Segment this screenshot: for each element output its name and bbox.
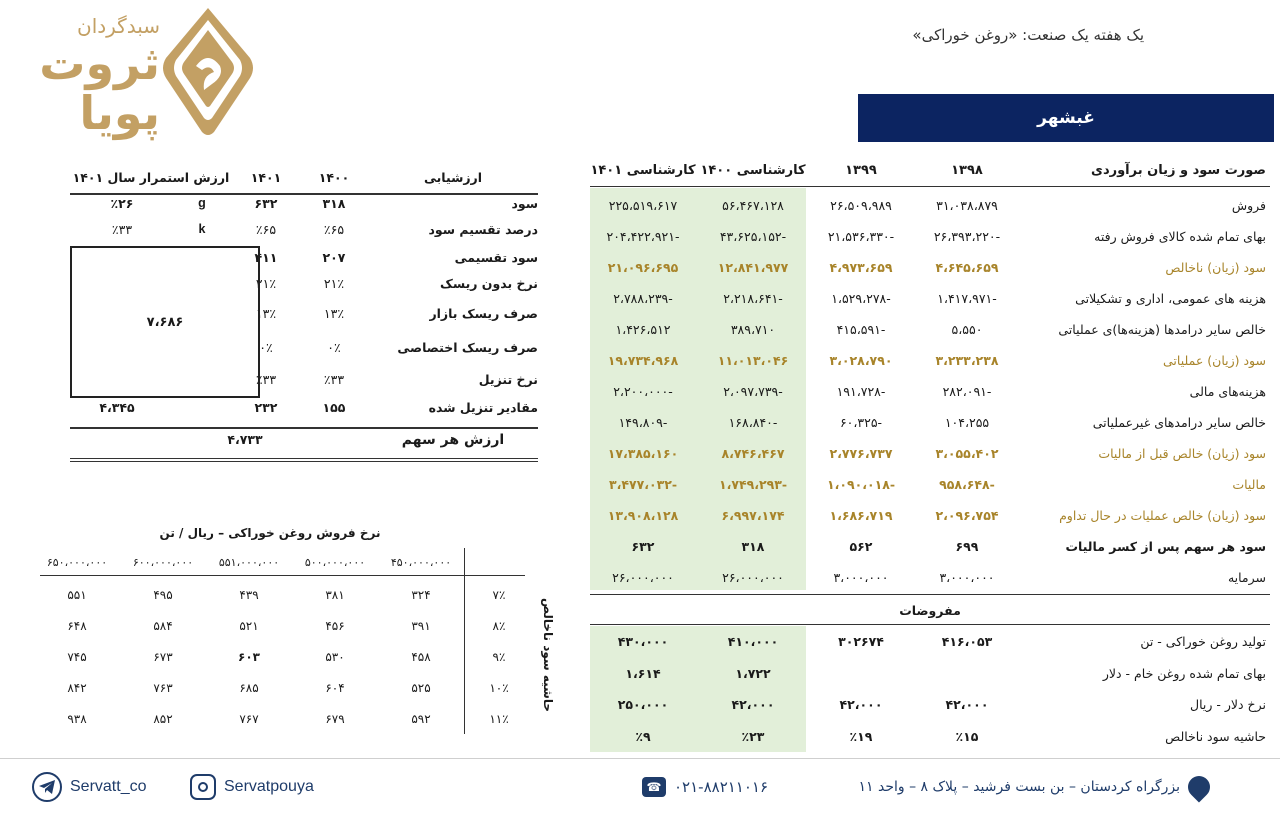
share-value: ۴،۷۳۳ — [227, 432, 263, 447]
income-row — [590, 283, 1270, 314]
valuation-row — [70, 222, 538, 246]
sensitivity-cell: ۴۵۶ — [325, 619, 345, 633]
income-row-label: هزینه های عمومی، اداری و تشکیلاتی — [1075, 291, 1266, 306]
valuation-header-divider — [70, 193, 538, 195]
sensitivity-cell: ۵۸۴ — [153, 619, 173, 633]
valuation-y1401: ۰٪ — [259, 340, 273, 355]
valuation-y1401: ٪۳۳ — [255, 372, 277, 387]
week-industry-title: یک هفته یک صنعت: «روغن خوراکی» — [912, 26, 1144, 44]
sensitivity-price-header: ۶۵۰،۰۰۰،۰۰۰ — [46, 556, 108, 569]
valuation-y1401: ۱۳٪ — [255, 306, 277, 321]
income-row — [590, 469, 1270, 500]
income-cell: ۶،۹۹۷،۱۷۴ — [721, 508, 785, 523]
sensitivity-rate: ۸٪ — [492, 619, 506, 633]
sensitivity-rate: ۱۰٪ — [489, 681, 509, 695]
sensitivity-cell: ۸۴۲ — [67, 681, 87, 695]
telegram-icon — [32, 772, 62, 802]
sensitivity-cell: ۵۳۰ — [325, 650, 345, 664]
assumption-label: تولید روغن خوراکی - تن — [1140, 634, 1266, 649]
sensitivity-cell: ۶۰۳ — [238, 650, 260, 664]
dcf-value: ۷،۶۸۶ — [146, 314, 184, 330]
valuation-y1400: ۰٪ — [327, 340, 341, 355]
valuation-y1401: ۶۳۲ — [254, 196, 278, 211]
sensitivity-cell: ۴۵۸ — [411, 650, 431, 664]
valuation-y1401: ۲۳۲ — [254, 400, 278, 415]
income-row-label: خالص سایر درامدهای غیرعملیاتی — [1092, 415, 1266, 430]
income-row-label: سود هر سهم پس از کسر مالیات — [1065, 539, 1266, 554]
income-cell: ۳۱،۰۳۸،۸۷۹ — [936, 198, 998, 213]
assumption-label: بهای تمام شده روغن خام - دلار — [1102, 665, 1266, 681]
sensitivity-cell: ۵۲۱ — [239, 619, 259, 633]
income-cell: -۹۵۸،۶۴۸ — [939, 477, 995, 492]
income-cell: -۱۴۹،۸۰۹ — [618, 415, 668, 430]
logo-subtitle: سبدگردان — [77, 14, 160, 38]
address — [858, 770, 1210, 804]
sensitivity-price-header: ۶۰۰،۰۰۰،۰۰۰ — [132, 556, 194, 569]
income-cell: ۲،۰۹۶،۷۵۴ — [935, 508, 999, 523]
sensitivity-cell: ۶۸۵ — [239, 681, 259, 695]
income-cell: -۲،۲۱۸،۶۴۱ — [723, 291, 783, 306]
income-cell: -۱۹۱،۷۲۸ — [836, 384, 886, 399]
income-row-label: سود (زیان) خالص عملیات در حال تداوم — [1059, 508, 1266, 523]
phone-link[interactable] — [642, 770, 768, 804]
address-text: بزرگراه کردستان – بن بست فرشید – پلاک ۸ – واحد ۱۱ — [858, 779, 1180, 795]
income-cell: -۲،۰۹۷،۷۳۹ — [723, 384, 783, 399]
sensitivity-rate: ۷٪ — [492, 588, 506, 602]
income-cell: -۲۰۴،۴۲۲،۹۲۱ — [606, 229, 680, 244]
income-cell: ۶۹۹ — [955, 539, 979, 554]
income-row — [590, 407, 1270, 438]
company-logo — [10, 6, 260, 146]
assumption-cell: ۴۳۰،۰۰۰ — [617, 634, 669, 649]
valuation-label: مقادیر تنزیل شده — [428, 400, 538, 415]
sensitivity-cell: ۵۲۵ — [411, 681, 431, 695]
income-cell: -۳،۴۷۷،۰۳۲ — [608, 477, 678, 492]
valuation-key: g — [198, 196, 206, 210]
assumption-cell: ۳۰۲۶۷۴ — [838, 634, 884, 649]
valuation-y1401: ۴۱۱ — [254, 250, 278, 265]
sensitivity-cell: ۷۶۷ — [239, 712, 259, 726]
income-cell: ۲۱،۰۹۶،۶۹۵ — [607, 260, 679, 275]
valuation-header-row — [70, 170, 538, 194]
sensitivity-header-divider — [40, 575, 525, 576]
footer-divider — [0, 758, 1280, 759]
income-cell: ۱،۶۸۶،۷۱۹ — [829, 508, 893, 523]
income-row-label: سود (زیان) خالص قبل از مالیات — [1098, 446, 1266, 461]
assumption-cell: ۴۱۶،۰۵۳ — [941, 634, 993, 649]
assumption-cell: ۴۲،۰۰۰ — [945, 697, 989, 712]
income-cell: ۳،۰۵۵،۴۰۲ — [935, 446, 999, 461]
income-col-1400: کارشناسی ۱۴۰۰ — [700, 162, 806, 178]
sensitivity-cell: ۶۷۹ — [325, 712, 345, 726]
income-cell: ۳،۲۳۳،۲۳۸ — [935, 353, 999, 368]
income-cell: ۵۶،۴۶۷،۱۲۸ — [722, 198, 784, 213]
assumption-row — [590, 658, 1270, 689]
valuation-pct: ٪۲۶ — [110, 196, 134, 211]
sensitivity-cell: ۴۳۹ — [239, 588, 259, 602]
assumptions-title-divider — [590, 624, 1270, 625]
sensitivity-row-label — [537, 580, 559, 730]
sensitivity-rate: ۹٪ — [492, 650, 506, 664]
income-col-1398: ۱۳۹۸ — [951, 162, 983, 178]
valuation-bottom-line-1 — [70, 458, 538, 459]
income-cell: -۴۳،۶۲۵،۱۵۲ — [719, 229, 787, 244]
valuation-bottom-line-2 — [70, 461, 538, 462]
income-row-label: مالیات — [1232, 477, 1266, 492]
income-cell: ۱۷،۳۸۵،۱۶۰ — [607, 446, 679, 461]
income-row — [590, 314, 1270, 345]
sensitivity-cell: ۳۹۱ — [411, 619, 431, 633]
income-row — [590, 531, 1270, 562]
valuation-pct: ٪۳۳ — [111, 222, 133, 237]
income-cell: ۲،۷۷۶،۷۳۷ — [829, 446, 893, 461]
sensitivity-rate-divider — [464, 548, 465, 734]
instagram-link[interactable] — [190, 770, 314, 804]
valuation-label: سود — [511, 196, 538, 211]
phone-number: ۰۲۱-۸۸۲۱۱۰۱۶ — [674, 778, 769, 796]
income-cell: -۱،۷۴۹،۲۹۳ — [718, 477, 788, 492]
income-row — [590, 562, 1270, 593]
sensitivity-price-header: ۴۵۰،۰۰۰،۰۰۰ — [390, 556, 452, 569]
assumptions-title: مفروضات — [899, 602, 961, 618]
income-header-row — [590, 158, 1270, 182]
income-cell: ۳،۰۲۸،۷۹۰ — [829, 353, 893, 368]
income-cell: ۳۱۸ — [741, 539, 765, 554]
assumption-row — [590, 626, 1270, 657]
valuation-label: درصد تقسیم سود — [428, 222, 538, 237]
income-row — [590, 438, 1270, 469]
sensitivity-row-label-text: حاشیه سود ناخالص — [541, 597, 555, 713]
income-cell: ۸،۷۴۶،۴۶۷ — [721, 446, 785, 461]
income-row-label: بهای تمام شده کالای فروش رفته — [1094, 229, 1266, 244]
income-cell: ۱۳،۹۰۸،۱۲۸ — [607, 508, 679, 523]
valuation-y1400: ۱۳٪ — [323, 306, 345, 321]
valuation-key: k — [198, 222, 206, 236]
sensitivity-cell: ۸۵۲ — [153, 712, 173, 726]
income-cell: ۴،۶۴۵،۶۵۹ — [935, 260, 999, 275]
income-row-label: هزینه‌های مالی — [1189, 384, 1266, 399]
valuation-label: صرف ریسک بازار — [429, 306, 538, 321]
sensitivity-cell: ۷۶۳ — [153, 681, 173, 695]
income-cell: ۴،۹۷۳،۶۵۹ — [829, 260, 893, 275]
sensitivity-price-header: ۵۰۰،۰۰۰،۰۰۰ — [304, 556, 366, 569]
valuation-y1400: ۲۱٪ — [323, 276, 345, 291]
assumption-label: نرخ دلار - ریال — [1189, 697, 1266, 712]
income-cell: ۱۹،۷۳۴،۹۶۸ — [607, 353, 679, 368]
valuation-col-label: ارزشیابی — [423, 170, 483, 185]
instagram-icon — [190, 774, 216, 800]
income-cell: -۱،۰۹۰،۰۱۸ — [826, 477, 896, 492]
valuation-y1400: ۲۰۷ — [322, 250, 346, 265]
valuation-total-divider — [70, 427, 538, 429]
income-cell: ۱۱،۰۱۳،۰۴۶ — [717, 353, 789, 368]
sensitivity-cell: ۳۲۴ — [411, 588, 431, 602]
logo-title: ثروت پویا — [39, 36, 160, 140]
sensitivity-cell: ۵۵۱ — [67, 588, 87, 602]
valuation-y1400: ٪۳۳ — [323, 372, 345, 387]
valuation-col-1401: ۱۴۰۱ — [250, 170, 282, 185]
income-cell: ۵۶۲ — [849, 539, 873, 554]
income-row-label: فروش — [1231, 198, 1266, 213]
valuation-label: نرخ تنزیل — [478, 372, 538, 387]
logo-mark-icon — [158, 6, 258, 138]
income-cell: ۲۶،۰۰۰،۰۰۰ — [612, 570, 674, 585]
income-cell: -۶۰،۳۲۵ — [839, 415, 883, 430]
assumption-cell: ۴۲،۰۰۰ — [731, 697, 775, 712]
location-icon — [1183, 771, 1214, 802]
income-cell: ۱۲،۸۴۱،۹۷۷ — [717, 260, 789, 275]
valuation-y1400: ۳۱۸ — [322, 196, 346, 211]
income-row-label: سرمایه — [1227, 570, 1266, 585]
assumption-cell: ٪۲۳ — [741, 728, 765, 744]
assumption-cell: ۱،۷۲۲ — [735, 665, 771, 681]
income-row — [590, 376, 1270, 407]
assumption-cell: ٪۱۹ — [849, 728, 873, 744]
valuation-col-perpetual: ارزش استمرار سال ۱۴۰۱ — [72, 170, 230, 185]
valuation-label: صرف ریسک اختصاصی — [397, 340, 538, 355]
assumption-label: حاشیه سود ناخالص — [1165, 728, 1266, 744]
dcf-value-box — [70, 246, 260, 398]
income-row-label: خالص سایر درامدها (هزینه‌ها)ی عملیاتی — [1058, 322, 1266, 337]
sensitivity-title: نرخ فروش روغن خوراکی – ریال / تن — [159, 526, 381, 540]
assumption-cell: ۱،۶۱۴ — [625, 665, 661, 681]
income-cell: -۱،۵۲۹،۲۷۸ — [831, 291, 891, 306]
income-cell: ۲۶،۵۰۹،۹۸۹ — [830, 198, 892, 213]
income-cell: -۴۱۵،۵۹۱ — [836, 322, 886, 337]
income-col-1401: کارشناسی ۱۴۰۱ — [590, 162, 696, 178]
sensitivity-price-header: ۵۵۱،۰۰۰،۰۰۰ — [218, 556, 280, 569]
assumption-cell: ۴۲،۰۰۰ — [839, 697, 883, 712]
assumptions-title-row — [590, 598, 1270, 622]
phone-icon: ☎ — [642, 777, 666, 797]
sensitivity-cell: ۶۴۸ — [67, 619, 87, 633]
income-col-1399: ۱۳۹۹ — [845, 162, 877, 178]
sensitivity-cell: ۶۰۴ — [325, 681, 345, 695]
assumption-cell: ۴۱۰،۰۰۰ — [727, 634, 779, 649]
assumption-cell: ٪۹ — [635, 728, 651, 744]
income-row-label: سود (زیان) عملیاتی — [1162, 353, 1266, 368]
income-cell: ۲۲۵،۵۱۹،۶۱۷ — [608, 198, 678, 213]
income-cell: -۱،۴۱۷،۹۷۱ — [937, 291, 997, 306]
income-row — [590, 190, 1270, 221]
assumption-row — [590, 721, 1270, 752]
sensitivity-cell: ۶۷۳ — [153, 650, 173, 664]
income-cell: -۲۸۲،۰۹۱ — [942, 384, 992, 399]
instagram-handle: Servatpouya — [224, 778, 314, 795]
telegram-link[interactable] — [32, 770, 146, 804]
valuation-label: نرخ بدون ریسک — [440, 276, 538, 291]
sensitivity-cell: ۳۸۱ — [325, 588, 345, 602]
income-cell: ۳،۰۰۰،۰۰۰ — [939, 570, 995, 585]
sensitivity-cell: ۷۴۵ — [67, 650, 87, 664]
assumptions-top-divider — [590, 594, 1270, 595]
income-row — [590, 345, 1270, 376]
sensitivity-cell: ۹۳۸ — [67, 712, 87, 726]
valuation-label: سود تقسیمی — [454, 250, 538, 265]
income-row — [590, 221, 1270, 252]
valuation-col-1400: ۱۴۰۰ — [318, 170, 350, 185]
income-row — [590, 252, 1270, 283]
income-cell: -۲،۷۸۸،۲۳۹ — [613, 291, 673, 306]
income-cell: ۱۰۴،۲۵۵ — [944, 415, 990, 430]
valuation-y1401: ۲۱٪ — [255, 276, 277, 291]
company-name-banner: غبشهر — [858, 94, 1274, 142]
income-cell: ۳،۰۰۰،۰۰۰ — [833, 570, 889, 585]
income-row-label: سود (زیان) ناخالص — [1165, 260, 1266, 275]
income-cell: ۲۶،۰۰۰،۰۰۰ — [722, 570, 784, 585]
income-cell: -۲،۲۰۰،۰۰۰ — [613, 384, 673, 399]
share-value-label: ارزش هر سهم — [401, 432, 505, 448]
share-value-row — [70, 432, 538, 458]
assumption-cell: ۲۵۰،۰۰۰ — [617, 697, 669, 712]
income-cell: ۶۳۲ — [631, 539, 655, 554]
valuation-row — [70, 196, 538, 220]
income-cell: -۲۱،۵۳۶،۳۳۰ — [827, 229, 895, 244]
telegram-handle: Servatt_co — [70, 778, 147, 795]
income-row — [590, 500, 1270, 531]
valuation-y1400: ۱۵۵ — [322, 400, 346, 415]
valuation-y1400: ٪۶۵ — [323, 222, 345, 237]
income-header-divider — [590, 186, 1270, 187]
income-cell: -۱۶۸،۸۴۰ — [728, 415, 778, 430]
income-cell: -۲۶،۳۹۳،۲۲۰ — [933, 229, 1001, 244]
sensitivity-cell: ۴۹۵ — [153, 588, 173, 602]
income-col-label: صورت سود و زیان برآوردی — [1091, 162, 1266, 178]
income-cell: ۵،۵۵۰ — [951, 322, 983, 337]
sensitivity-rate: ۱۱٪ — [489, 712, 509, 726]
income-cell: ۱،۴۲۶،۵۱۲ — [615, 322, 671, 337]
assumption-row — [590, 689, 1270, 720]
valuation-pct: ۴،۳۴۵ — [99, 400, 135, 415]
income-cell: ۳۸۹،۷۱۰ — [730, 322, 776, 337]
valuation-row — [70, 400, 538, 424]
sensitivity-cell: ۵۹۲ — [411, 712, 431, 726]
assumption-cell: ٪۱۵ — [955, 728, 979, 744]
valuation-y1401: ٪۶۵ — [255, 222, 277, 237]
